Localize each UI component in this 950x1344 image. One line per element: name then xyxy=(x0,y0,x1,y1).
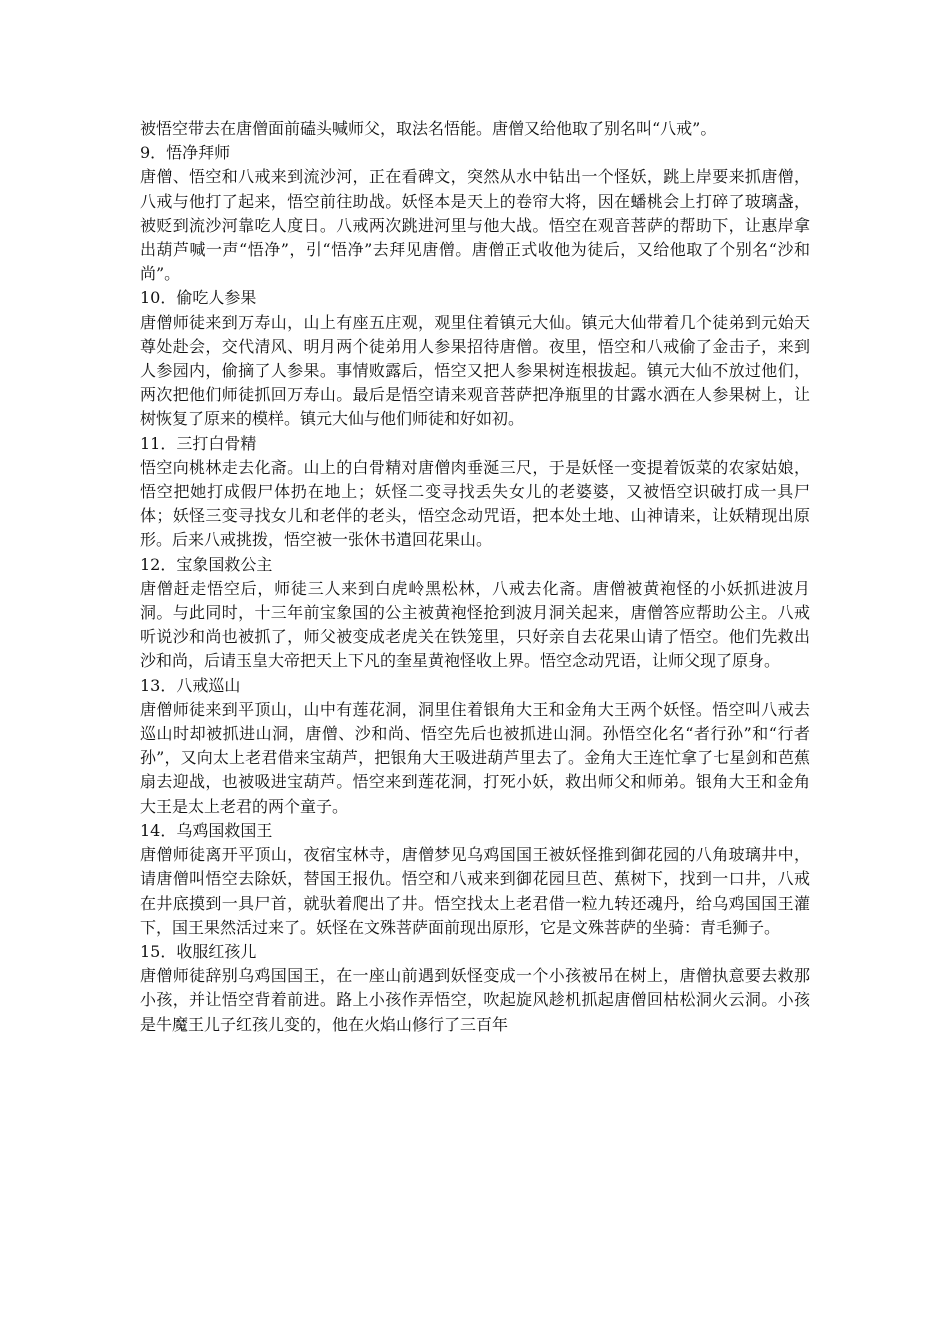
document-page xyxy=(140,117,810,1037)
paragraph: 被悟空带去在唐僧面前磕头喊师父，取法名悟能。唐僧又给他取了别名叫“八戒”。 xyxy=(140,119,717,138)
section-heading: 9．悟净拜师 xyxy=(140,143,231,163)
section-heading: 14．乌鸡国救国王 xyxy=(140,820,273,840)
paragraph: 唐僧师徒离开平顶山，夜宿宝林寺，唐僧梦见乌鸡国国王被妖怪推到御花园的八角玻璃井中，请唐僧叫悟空去除妖，替国王报仇。悟空和八戒来到御花园旦芭、蕉树下，找到一口井，八戒在井底摸到一具尸首，就驮着爬出了井。悟空找太上老君借一粒九转还魂丹，给乌鸡国国王灌下，国王果然活过来了。妖怪在文殊菩萨面前现出原形，它是文殊菩萨的坐骑：青毛狮子。 xyxy=(140,845,810,937)
section-heading: 15．收服红孩儿 xyxy=(140,941,257,961)
section-heading: 10．偷吃人参果 xyxy=(140,288,257,308)
section-heading: 11．三打白骨精 xyxy=(140,433,257,453)
paragraph: 悟空向桃林走去化斋。山上的白骨精对唐僧肉垂涎三尺，于是妖怪一变提着饭菜的农家姑娘，悟空把她打成假尸体扔在地上；妖怪二变寻找丢失女儿的老婆婆，又被悟空识破打成一具尸体；妖怪三变寻找女儿和老伴的老头，悟空念动咒语，把本处土地、山神请来，让妖精现出原形。后来八戒挑拨，悟空被一张休书遣回花果山。 xyxy=(140,457,810,550)
paragraph: 唐僧师徒来到平顶山，山中有莲花洞，洞里住着银角大王和金角大王两个妖怪。悟空叫八戒去巡山时却被抓进山洞，唐僧、沙和尚、悟空先后也被抓进山洞。孙悟空化名“者行孙”和“行者孙”，又向太上老君借来宝葫芦，把银角大王吸进葫芦里去了。金角大王连忙拿了七星剑和芭蕉扇去迎战，也被吸进宝葫芦。悟空来到莲花洞，打死小妖，救出师父和师弟。银角大王和金角大王是太上老君的两个童子。 xyxy=(140,699,810,816)
paragraph: 唐僧、悟空和八戒来到流沙河，正在看碑文，突然从水中钻出一个怪妖，跳上岸要来抓唐僧，八戒与他打了起来，悟空前往助战。妖怪本是天上的卷帘大将，因在蟠桃会上打碎了玻璃盏，被贬到流沙河靠吃人度日。八戒两次跳进河里与他大战。悟空在观音菩萨的帮助下，让惠岸拿出葫芦喊一声“悟净”，引“悟净”去拜见唐僧。唐僧正式收他为徒后，又给他取了个别名“沙和尚”。 xyxy=(140,167,810,284)
paragraph: 唐僧赶走悟空后，师徒三人来到白虎岭黑松林，八戒去化斋。唐僧被黄袍怪的小妖抓进波月洞。与此同时，十三年前宝象国的公主被黄袍怪抢到波月洞关起来，唐僧答应帮助公主。八戒听说沙和尚也被抓了，师父被变成老虎关在铁笼里，只好亲自去花果山请了悟空。他们先救出沙和尚，后请玉皇大帝把天上下凡的奎星黄袍怪收上界。悟空念动咒语，让师父现了原身。 xyxy=(140,578,810,671)
section-heading: 12．宝象国救公主 xyxy=(140,554,273,574)
paragraph: 唐僧师徒来到万寿山，山上有座五庄观，观里住着镇元大仙。镇元大仙带着几个徒弟到元始天尊处赴会，交代清风、明月两个徒弟用人参果招待唐僧。夜里，悟空和八戒偷了金击子，来到人参园内，偷摘了人参果。事情败露后，悟空又把人参果树连根拔起。镇元大仙不放过他们，两次把他们师徒抓回万寿山。最后是悟空请来观音菩萨把净瓶里的甘露水洒在人参果树上，让树恢复了原来的模样。镇元大仙与他们师徒和好如初。 xyxy=(140,312,810,429)
section-heading: 13．八戒巡山 xyxy=(140,675,241,695)
paragraph: 唐僧师徒辞别乌鸡国国王，在一座山前遇到妖怪变成一个小孩被吊在树上，唐僧执意要去救那小孩，并让悟空背着前进。路上小孩作弄悟空，吹起旋风趁机抓起唐僧回枯松洞火云洞。小孩是牛魔王儿子红孩儿变的，他在火焰山修行了三百年 xyxy=(140,966,810,1034)
